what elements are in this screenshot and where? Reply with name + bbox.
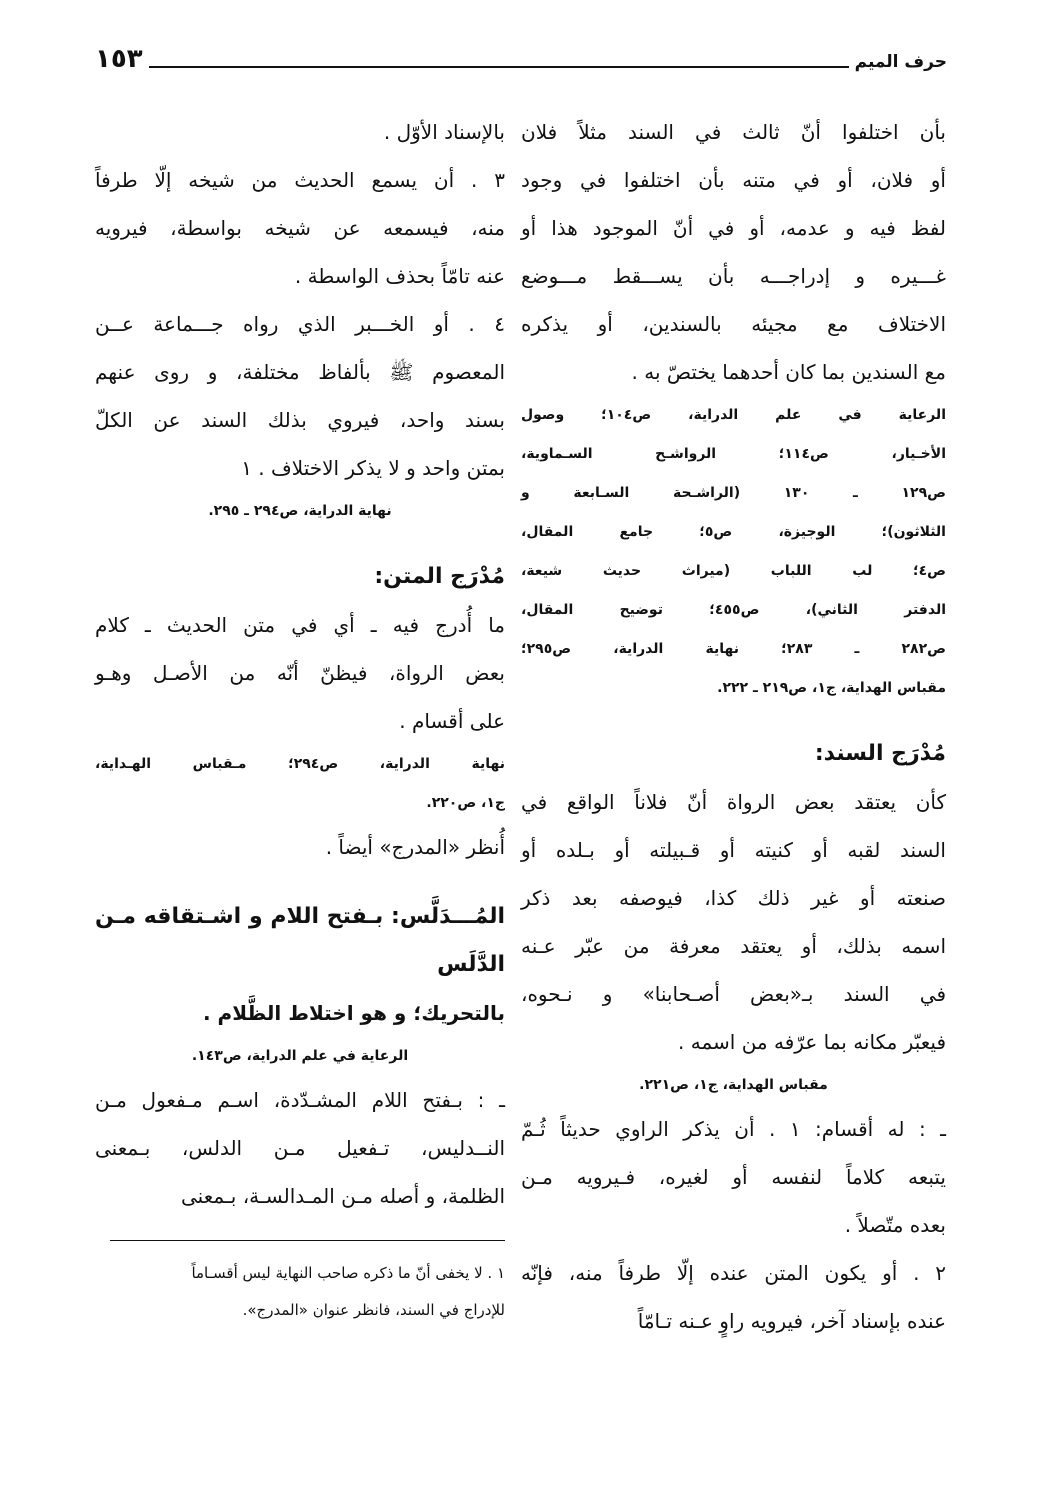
footnotes [95, 1255, 505, 1329]
text-line: ـ : له أقسام: ١ . أن يذكر الراوي حديثاً ثُـمّ [521, 1117, 946, 1141]
text-line: ص١٢٩ ـ ١٣٠ (الراشـحة السـابعة و [521, 485, 946, 501]
entry-heading [95, 893, 505, 989]
text-line: الثلاثون)؛ الوجيزة، ص٥؛ جامع المقال، [521, 524, 946, 540]
text-line: فيعبّر مكانه بما عرّفه من اسمه . [678, 1030, 946, 1054]
footnote-line: للإدراج في السند، فانظر عنوان «المدرج». [242, 1301, 505, 1319]
text-line: بالإسناد الأوّل . [383, 120, 505, 144]
text-line: ج١، ص٢٢٠. [426, 795, 505, 811]
heading-text: مُدْرَج المتن: [374, 564, 505, 589]
page-header [95, 44, 947, 82]
text-line: الأخـيار، ص١١٤؛ الرواشـح السـماوية، [521, 446, 946, 462]
text-line: بعده متّصلاً . [844, 1213, 946, 1237]
text-line: بأن اختلفوا أنّ ثالث في السند مثلاً فلان [521, 120, 946, 144]
reference-block [521, 396, 946, 708]
text-line: غـــيره و إدراجـــه بأن يســـقط مـــوضع [521, 264, 946, 288]
footnote-rule [110, 1240, 505, 1241]
paragraph [521, 1105, 946, 1249]
text-line: المعصوم ﷺ بألفاظ مختلفة، و روى عنهم [95, 360, 505, 384]
paragraph [95, 300, 505, 492]
section-title: حرف الميم [849, 52, 947, 72]
text-line: منه، فيسمعه عن شيخه بواسطة، فيرويه [95, 216, 505, 240]
text-line: الرعاية في علم الدراية، ص١٤٣. [191, 1048, 409, 1064]
text-line: صنعته أو غير ذلك كذا، فيوصفه بعد ذكر [521, 886, 946, 910]
text-line: ـ : بـفتح اللام المشـدّدة، اسـم مـفعول مـن [95, 1088, 505, 1112]
entry-heading [95, 553, 505, 601]
text-line: ٣ . أن يسمع الحديث من شيخه إلّا طرفاً [95, 168, 505, 192]
text-line: عنه تامّاً بحذف الواسطة . [294, 264, 505, 288]
paragraph [521, 778, 946, 1066]
text-line: ما أُدرج فيه ـ أي في متن الحديث ـ كلام [95, 613, 505, 637]
entry-heading [521, 730, 946, 778]
text-line: ص٤؛ لب اللباب (ميراث حديث شيعة، [521, 563, 946, 579]
text-line: لفظ فيه و عدمه، أو في أنّ الموجود هذا أو [521, 216, 946, 240]
text-line: بعض الرواة، فيظنّ أنّه من الأصـل وهـو [95, 661, 505, 685]
text-line: اسمه بذلك، أو يعتقد معرفة من عبّر عـنه [521, 934, 946, 958]
text-line: بسند واحد، فيروي بذلك السند عن الكلّ [95, 408, 505, 432]
paragraph [95, 601, 505, 745]
text-line: ٢ . أو يكون المتن عنده إلّا طرفاً منه، فإنّه [521, 1261, 946, 1285]
text-line: بالتحريك؛ و هو اختلاط الظَّلام . [202, 1001, 505, 1025]
text-line: على أقسام . [399, 709, 505, 733]
left-column [95, 108, 505, 1329]
text-line: مقباس الهداية، ج١، ص٢١٩ ـ ٢٢٢. [717, 680, 946, 696]
text-line: بمتن واحد و لا يذكر الاختلاف . ١ [241, 456, 505, 480]
paragraph [521, 1249, 946, 1345]
text-line: ٤ . أو الخـــبر الذي رواه جـــماعة عــن [95, 312, 505, 336]
paragraph [95, 989, 505, 1037]
text-line: النــدليس، تـفعيل مـن الدلس، بـمعنى [95, 1136, 505, 1160]
right-column [521, 108, 946, 1345]
paragraph [95, 156, 505, 300]
text-line: في السند بـ«بعض أصـحابنا» و نـحوه، [521, 982, 946, 1006]
reference-block [95, 492, 505, 531]
text-line: يتبعه كلاماً لنفسه أو لغيره، فـيرويه مـن [521, 1165, 946, 1189]
text-line: نهاية الدراية، ص٢٩٤؛ مـقباس الهـداية، [95, 756, 505, 772]
text-line: مع السندين بما كان أحدهما يختصّ به . [631, 360, 946, 384]
text-line: عنده بإسناد آخر، فيرويه راوٍ عـنه تـامّاً [637, 1309, 946, 1333]
footnote-line: ١ . لا يخفى أنّ ما ذكره صاحب النهاية ليس أقسـاماً [191, 1264, 505, 1282]
text-line: الاختلاف مع مجيئه بالسندين، أو يذكره [521, 312, 946, 336]
paragraph [95, 1076, 505, 1220]
text-line: الدفتر الثاني)، ص٤٥٥؛ توضيح المقال، [521, 602, 946, 618]
header-rule [135, 66, 857, 68]
paragraph [95, 108, 505, 156]
text-line: أو فلان، أو في متنه بأن اختلفوا في وجود [521, 168, 946, 192]
paragraph [521, 108, 946, 396]
reference-block [95, 1037, 505, 1076]
text-line: نهاية الدراية، ص٢٩٤ ـ ٢٩٥. [208, 503, 392, 519]
text-line: الرعاية في علم الدراية، ص١٠٤؛ وصول [521, 407, 946, 423]
text-line: ص٢٨٢ ـ ٢٨٣؛ نهاية الدراية، ص٢٩٥؛ [521, 641, 946, 657]
page-number: ١٥٣ [95, 44, 149, 74]
text-line: أُنظر «المدرج» أيضاً . [325, 835, 505, 859]
heading-text: المُـــدَلَّس: بـفتح اللام و اشـتقاقه مـن الدَّلَس [95, 904, 505, 977]
text-line: كأن يعتقد بعض الرواة أنّ فلاناً الواقع في [521, 790, 946, 814]
text-line: مقباس الهداية، ج١، ص٢٢١. [639, 1077, 828, 1093]
paragraph [95, 823, 505, 871]
heading-text: مُدْرَج السند: [814, 741, 946, 766]
reference-block [521, 1066, 946, 1105]
text-line: الظلمة، و أصله مـن المـدالسـة، بـمعنى [181, 1184, 505, 1208]
reference-block [95, 745, 505, 823]
text-line: السند لقبه أو كنيته أو قـبيلته أو بـلده أو [521, 838, 946, 862]
